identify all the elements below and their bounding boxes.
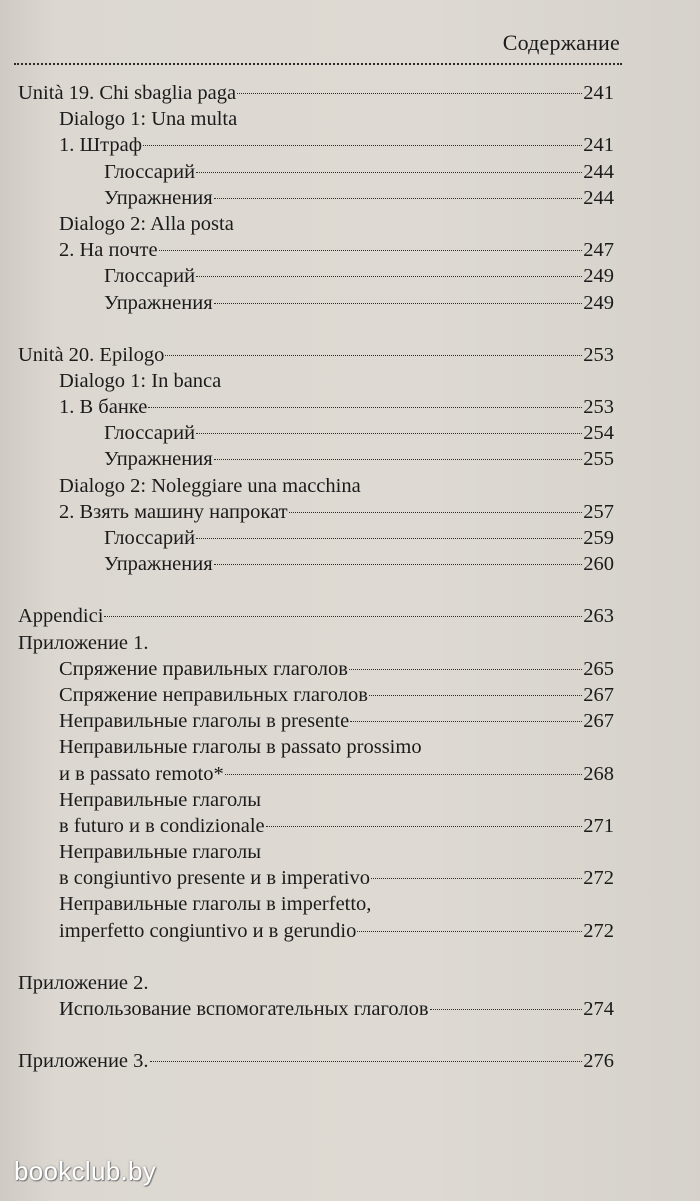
toc-entry-label: Dialogo 1: In banca — [59, 369, 222, 392]
toc-entry-page-number: 253 — [583, 396, 614, 419]
toc-entry-label: Спряжение неправильных глаголов — [59, 683, 368, 706]
toc-entry — [18, 813, 614, 839]
toc-entry-label: Неправильные глаголы — [59, 788, 261, 811]
dot-leader — [196, 276, 582, 277]
toc-entry — [18, 446, 614, 472]
toc-entry — [18, 132, 614, 158]
toc-entry-label: 2. Взять машину напрокат — [59, 500, 288, 523]
toc-entry — [18, 525, 614, 551]
toc-entry-label: 1. В банке — [59, 396, 148, 419]
toc-entry — [18, 159, 614, 185]
toc-entry — [18, 970, 614, 996]
toc-entry-label: Dialogo 1: Una multa — [59, 108, 238, 131]
toc-entry — [18, 1048, 614, 1074]
toc-entry-page-number: 276 — [583, 1050, 614, 1073]
toc-entry — [18, 211, 614, 237]
toc-entry — [18, 342, 614, 368]
toc-entry-label: Неправильные глаголы в presente — [59, 710, 350, 733]
dot-leader — [357, 931, 582, 932]
dot-leader — [165, 355, 582, 356]
toc-entry-label: imperfetto congiuntivo и в gerundio — [59, 919, 357, 942]
toc-entry-page-number: 241 — [583, 134, 614, 157]
dot-leader — [150, 1061, 583, 1062]
dot-leader — [196, 538, 582, 539]
toc-entry-label: Неправильные глаголы в passato prossimo — [59, 736, 422, 759]
toc-entry-page-number: 249 — [583, 291, 614, 314]
toc-entry-label: в futuro и в condizionale — [59, 814, 265, 837]
dot-leader — [196, 433, 582, 434]
dot-leader — [196, 172, 582, 173]
toc-entry-label: Упражнения — [104, 553, 213, 576]
dot-leader — [214, 459, 583, 460]
toc-entry-label: Dialogo 2: Alla posta — [59, 212, 234, 235]
toc-entry-page-number: 259 — [583, 527, 614, 549]
toc-entry-label: 1. Штраф — [59, 134, 143, 157]
toc-entry — [18, 80, 614, 106]
dot-leader — [349, 669, 582, 670]
toc-entry-label: Appendici — [18, 605, 104, 628]
dot-leader — [159, 250, 583, 251]
toc-entry-label: Спряжение правильных глаголов — [59, 657, 348, 680]
toc-entry — [18, 734, 614, 760]
dot-leader — [369, 695, 582, 696]
toc-entry — [18, 708, 614, 734]
toc-entry-label: Unità 20. Epilogo — [18, 343, 165, 366]
toc-entry-page-number: 244 — [583, 186, 614, 209]
toc-entry-page-number: 241 — [583, 82, 614, 104]
toc-entry — [18, 263, 614, 289]
header-dotted-rule — [14, 63, 622, 65]
toc-entry-label: Приложение 2. — [18, 971, 149, 994]
toc-entry-label: Глоссарий — [104, 527, 196, 549]
section-gap — [18, 1022, 614, 1048]
toc-entry-page-number: 267 — [583, 683, 614, 706]
toc-entry — [18, 551, 614, 577]
toc-entry-label: Глоссарий — [104, 160, 196, 183]
dot-leader — [143, 145, 582, 146]
dot-leader — [371, 878, 582, 879]
toc-entry-page-number: 260 — [583, 553, 614, 576]
toc-entry — [18, 891, 614, 917]
toc-entry-page-number: 272 — [583, 919, 614, 942]
dot-leader — [148, 407, 582, 408]
toc-entry-page-number: 263 — [583, 605, 614, 628]
toc-entry-page-number: 265 — [583, 657, 614, 680]
dot-leader — [214, 564, 583, 565]
toc-entry-label: Unità 19. Chi sbaglia paga — [18, 82, 237, 104]
section-gap — [18, 944, 614, 970]
toc-entry-page-number: 267 — [583, 710, 614, 733]
table-of-contents — [18, 80, 614, 1074]
dot-leader — [104, 616, 582, 617]
toc-entry-label: Глоссарий — [104, 422, 196, 445]
toc-entry — [18, 865, 614, 891]
dot-leader — [350, 721, 582, 722]
toc-entry — [18, 761, 614, 787]
running-header-title: Содержание — [502, 30, 620, 55]
toc-entry-page-number: 244 — [583, 160, 614, 183]
toc-entry — [18, 603, 614, 629]
toc-entry-page-number: 255 — [583, 448, 614, 471]
toc-entry — [18, 237, 614, 263]
toc-entry-page-number: 257 — [583, 500, 614, 523]
toc-entry — [18, 918, 614, 944]
toc-entry — [18, 682, 614, 708]
toc-entry — [18, 290, 614, 316]
toc-entry — [18, 499, 614, 525]
toc-entry — [18, 185, 614, 211]
toc-entry-label: Неправильные глаголы в imperfetto, — [59, 893, 372, 916]
toc-entry-label: Неправильные глаголы — [59, 841, 261, 864]
dot-leader — [214, 198, 583, 199]
toc-entry — [18, 630, 614, 656]
toc-entry — [18, 787, 614, 813]
dot-leader — [225, 774, 583, 775]
toc-entry-label: в congiuntivo presente и в imperativo — [59, 867, 370, 890]
toc-entry-page-number: 271 — [583, 814, 614, 837]
toc-entry — [18, 420, 614, 446]
toc-entry — [18, 656, 614, 682]
toc-entry-label: Упражнения — [104, 448, 213, 471]
dot-leader — [266, 826, 583, 827]
toc-entry-page-number: 272 — [583, 867, 614, 890]
dot-leader — [237, 93, 582, 94]
toc-entry-page-number: 274 — [583, 998, 614, 1020]
toc-entry-page-number: 268 — [583, 762, 614, 785]
toc-entry — [18, 473, 614, 499]
dot-leader — [289, 512, 583, 513]
toc-entry-label: Использование вспомогательных глаголов — [59, 998, 429, 1020]
toc-entry-label: Глоссарий — [104, 265, 196, 288]
toc-entry — [18, 368, 614, 394]
toc-entry-page-number: 247 — [583, 239, 614, 262]
dot-leader — [214, 303, 583, 304]
dot-leader — [430, 1009, 583, 1010]
toc-entry-label: Приложение 1. — [18, 631, 149, 654]
toc-entry-label: Приложение 3. — [18, 1050, 149, 1073]
toc-entry-label: 2. На почте — [59, 239, 158, 262]
watermark-logo: bookclub.by — [14, 1156, 157, 1186]
section-gap — [18, 316, 614, 342]
toc-entry-label: Упражнения — [104, 291, 213, 314]
toc-entry — [18, 839, 614, 865]
toc-entry-page-number: 249 — [583, 265, 614, 288]
toc-entry-label: Упражнения — [104, 186, 213, 209]
toc-entry-page-number: 253 — [583, 343, 614, 366]
toc-entry-label: и в passato remoto* — [59, 762, 224, 785]
toc-entry — [18, 106, 614, 132]
section-gap — [18, 577, 614, 603]
toc-entry — [18, 996, 614, 1022]
toc-entry-label: Dialogo 2: Noleggiare una macchina — [59, 474, 361, 497]
toc-entry — [18, 394, 614, 420]
toc-entry-page-number: 254 — [583, 422, 614, 445]
